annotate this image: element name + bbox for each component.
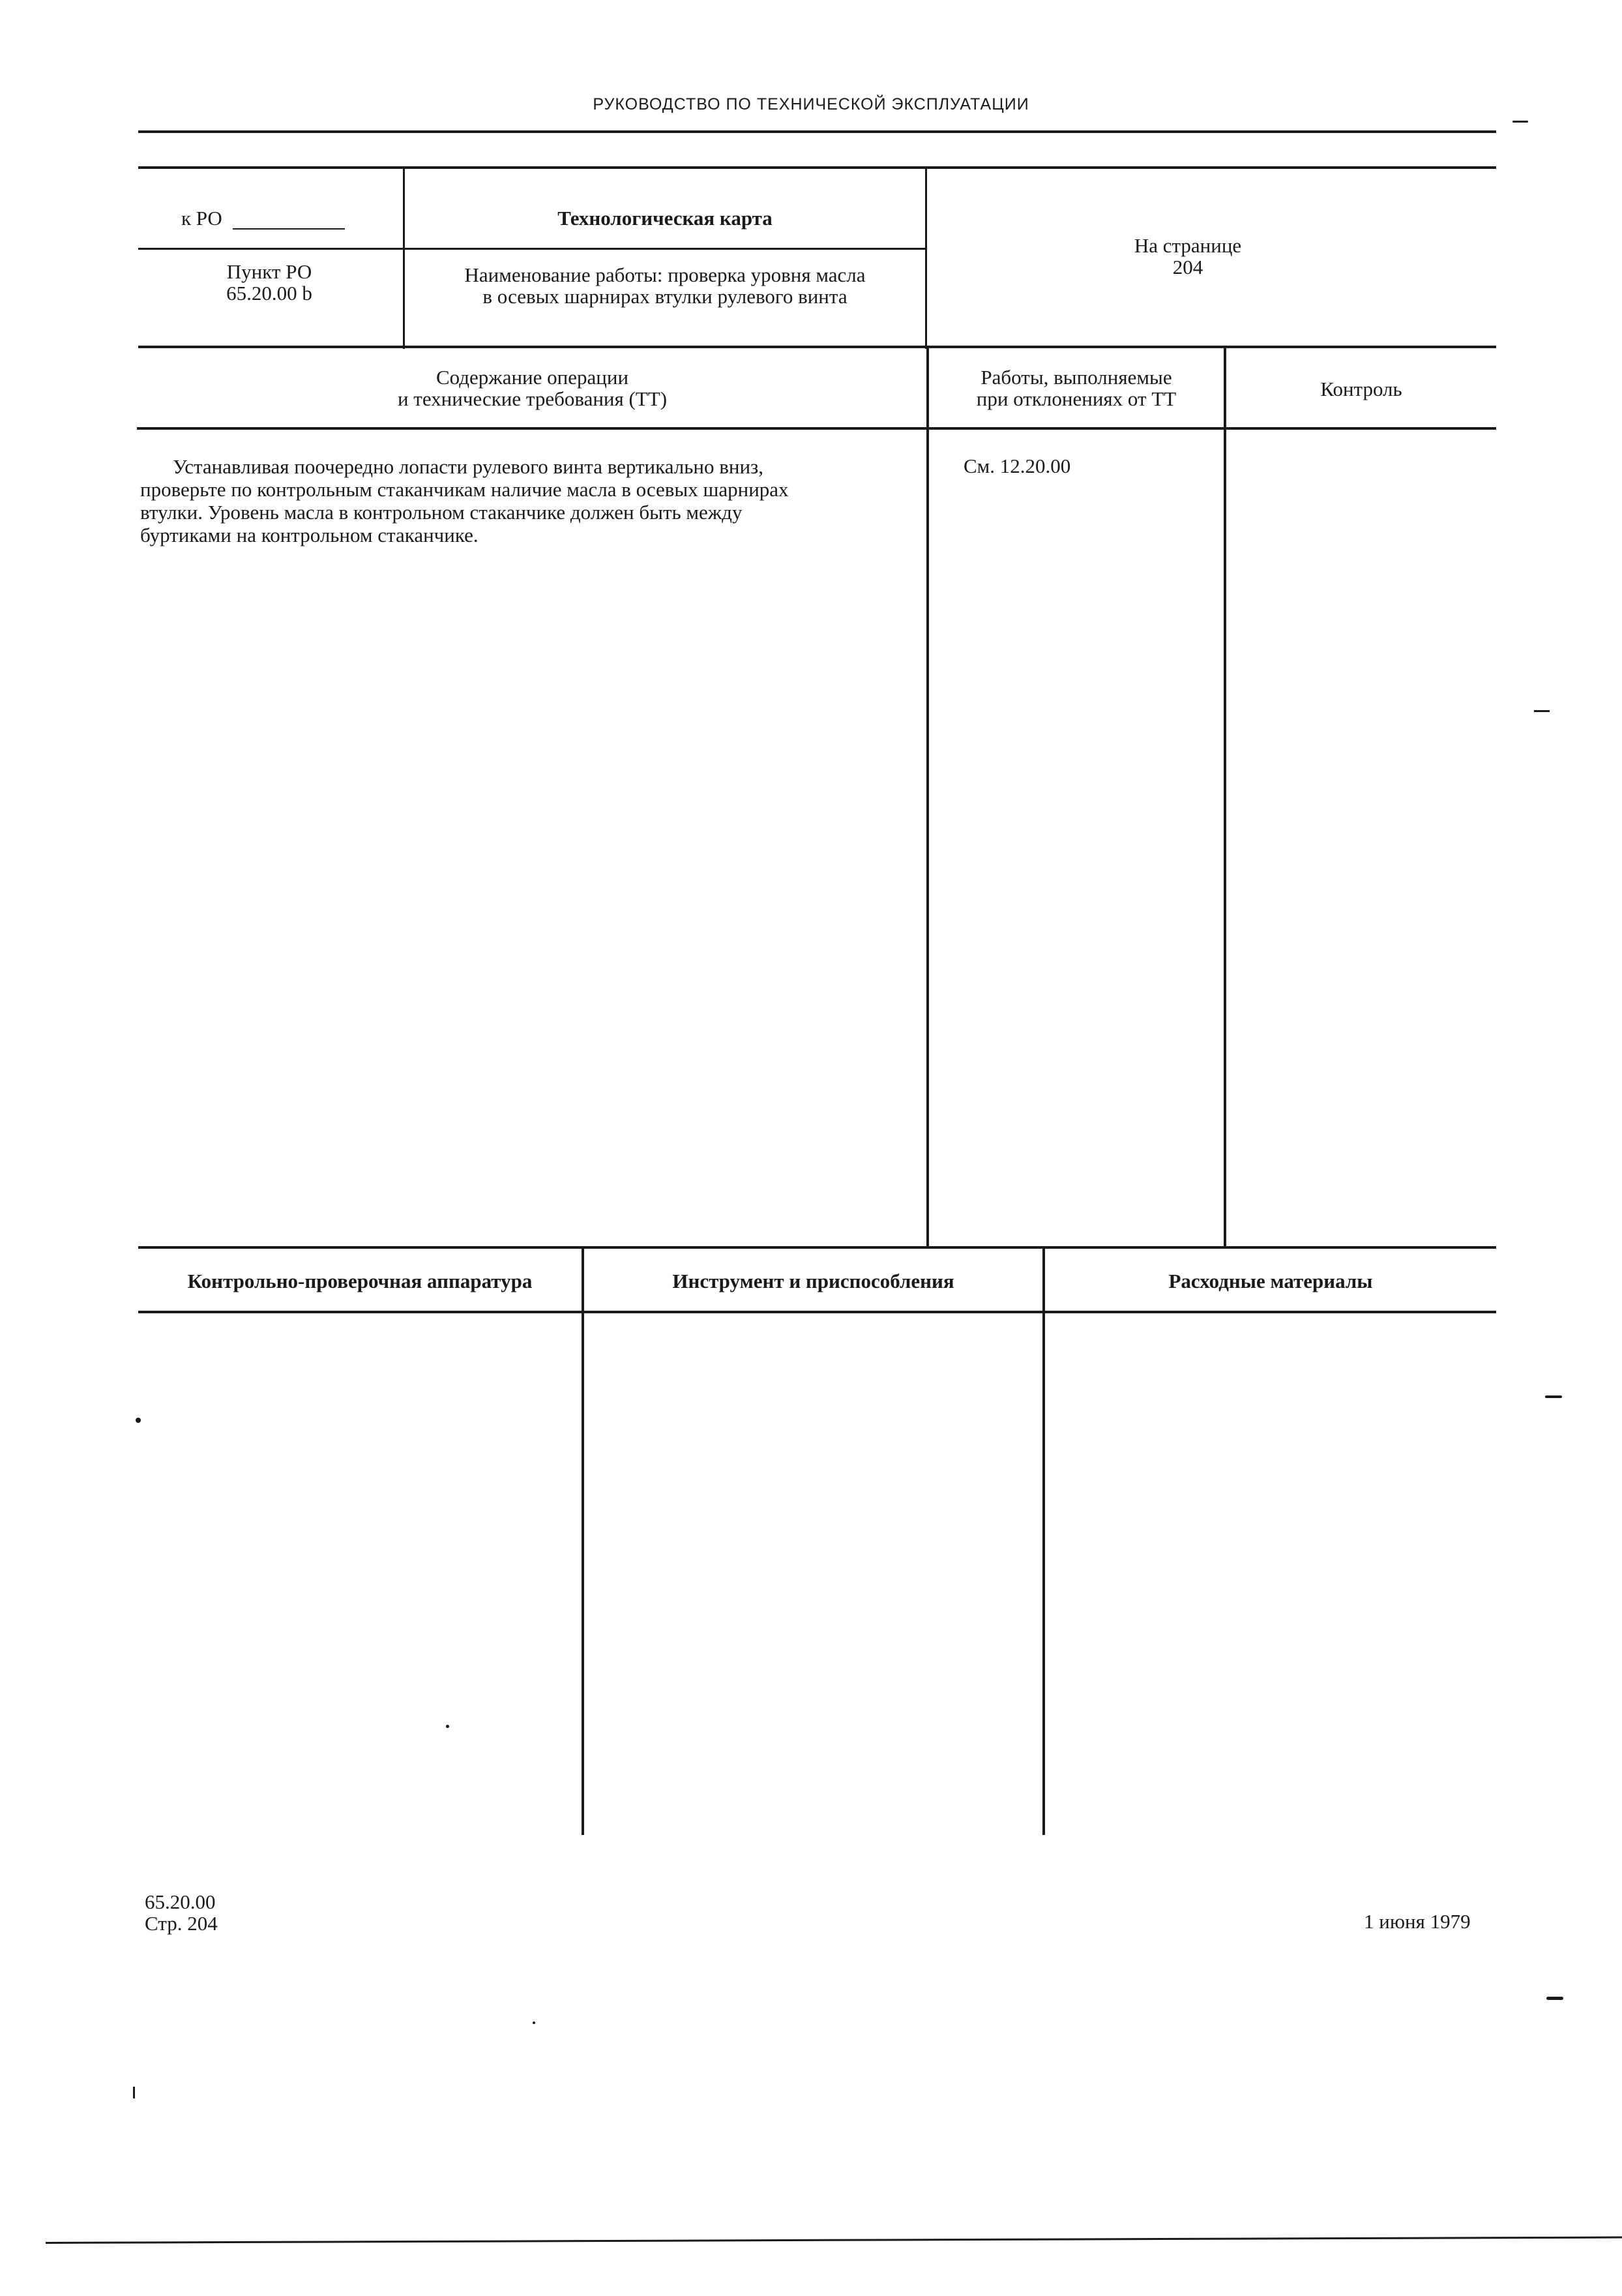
table-divider-2 [1224, 346, 1226, 1247]
point-ro-label: Пункт РО [226, 260, 312, 283]
card-divider-1 [403, 166, 405, 349]
scan-bottom-edge [46, 2237, 1622, 2244]
scan-speck [136, 1418, 141, 1423]
footer-page: Стр. 204 [145, 1912, 218, 1935]
col-header-tools: Инструмент и приспособления [672, 1270, 954, 1292]
operation-line-1: Устанавливая поочередно лопасти рулевого винта вертикально вниз, [173, 455, 764, 478]
scan-speck [446, 1725, 449, 1728]
scan-mark [1546, 1997, 1563, 2000]
operation-line-2: проверьте по контрольным стаканчикам наличие масла в осевых шарнирах [140, 478, 789, 501]
footer-left [145, 1891, 218, 1934]
col-header-apparatus: Контрольно-проверочная аппаратура [187, 1270, 533, 1292]
bottom-table-header-rule [138, 1311, 1496, 1313]
card-title: Технологическая карта [557, 207, 773, 230]
bottom-divider-1 [582, 1246, 584, 1835]
point-ro [181, 261, 357, 304]
bottom-divider-2 [1042, 1246, 1045, 1835]
col-header-deviation-line-2: при отклонениях от ТТ [976, 387, 1177, 410]
card-mid-rule [138, 248, 926, 250]
operation-content [140, 455, 922, 546]
deviation-reference: См. 12.20.00 [964, 455, 1071, 477]
point-ro-value: 65.20.00 b [226, 282, 312, 305]
work-name [405, 264, 925, 307]
header-rule [138, 130, 1496, 133]
work-name-line-1: Наименование работы: проверка уровня масла [464, 263, 866, 286]
col-header-content-line-1: Содержание операции [435, 366, 629, 389]
page-ref-label: На странице [1134, 234, 1242, 257]
footer-date: 1 июня 1979 [1364, 1910, 1471, 1933]
scan-mark [1512, 121, 1528, 123]
page-ref-value: 204 [1172, 256, 1203, 278]
col-header-control: Контроль [1320, 378, 1402, 400]
ref-ro-cell [181, 207, 222, 229]
work-name-line-2: в осевых шарнирах втулки рулевого винта [482, 285, 848, 308]
scan-mark [1534, 710, 1550, 712]
col-header-deviation-line-1: Работы, выполняемые [981, 366, 1172, 389]
col-header-content-line-2: и технические требования (ТТ) [397, 387, 668, 410]
col-header-content [138, 366, 926, 410]
bottom-table-top-rule [138, 1246, 1496, 1249]
operation-line-3: втулки. Уровень масла в контрольном стаканчике должен быть между [140, 501, 743, 524]
table-top-rule [138, 346, 1496, 348]
running-header: РУКОВОДСТВО ПО ТЕХНИЧЕСКОЙ ЭКСПЛУАТАЦИИ [593, 95, 1029, 113]
table-header-rule [137, 427, 1496, 430]
scan-mark [1545, 1395, 1562, 1398]
card-top-rule [138, 166, 1496, 169]
scan-mark [133, 2087, 135, 2098]
ref-ro-blank-line [233, 228, 345, 230]
scan-speck [533, 2021, 535, 2024]
operation-line-4: буртиками на контрольном стаканчике. [140, 524, 479, 546]
col-header-materials: Расходные материалы [1168, 1270, 1373, 1292]
table-divider-1 [926, 346, 929, 1247]
col-header-deviation [929, 366, 1224, 410]
footer-section: 65.20.00 [145, 1890, 216, 1913]
page-ref [927, 235, 1449, 278]
ref-ro-label: к РО [181, 207, 222, 230]
